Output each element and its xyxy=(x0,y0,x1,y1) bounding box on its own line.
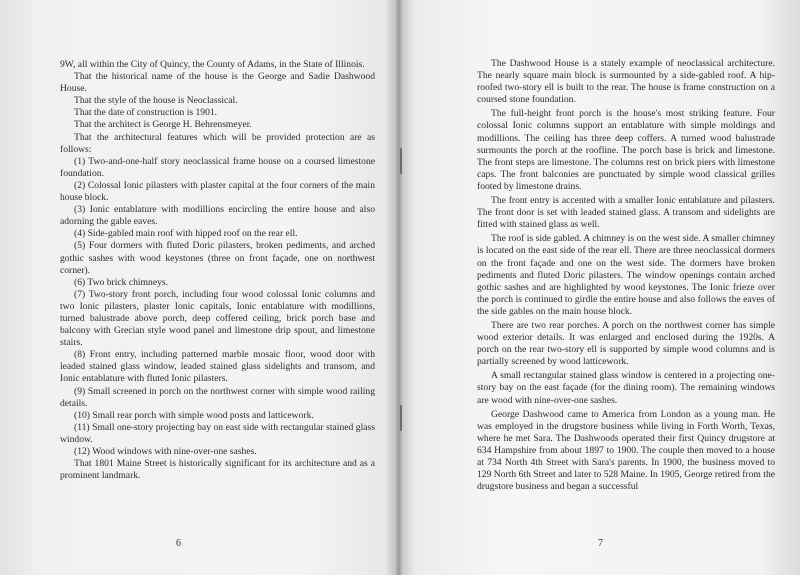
feature-item: (6) Two brick chimneys. xyxy=(74,276,169,288)
feature-item: (11) Small one-story projecting bay on east side with rectangular stained glass window. xyxy=(60,421,375,445)
paragraph: That the style of the house is Neoclassical. xyxy=(74,95,238,107)
left-page-text xyxy=(60,59,375,482)
feature-item: (7) Two-story front porch, including four wood colossal Ionic columns and two Ionic pilasters, plaster Ionic capitals, Ionic entablature with modillions, turned balustrade above porch, deep coffered ceiling, brick porch base and balcony with Grecian style wood panel and limestone drip spout, and limestone stairs. xyxy=(60,288,375,349)
paragraph: That 1801 Maine Street is historically significant for its architecture and as a prominent landmark. xyxy=(60,458,375,482)
paragraph: That the historical name of the house is the George and Sadie Dashwood House. xyxy=(60,71,375,95)
paragraph: That the architectural features which will be provided protection are as follows: xyxy=(60,131,375,155)
paragraph: The front entry is accented with a smaller Ionic entablature and pilasters. The front door is set with leaded stained glass. A transom and sidelights are fitted with stained glass as well. xyxy=(477,195,775,231)
feature-item: (3) Ionic entablature with modillions encircling the entire house and also adorning the gable eaves. xyxy=(60,204,375,228)
paragraph: George Dashwood came to America from London as a young man. He was employed in the drugstore business while living in Forth Worth, Texas, where he met Sara. The Dashwoods operated their first Quincy drugstore at 634 Hampshire from about 1897 to 1900. The couple then moved to a house at 734 North 4th Street with Sara's parents. In 1900, the business moved to 129 North 6th Street and later to 528 Maine. In 1905, George retired from the drugstore business and began a successful xyxy=(477,408,775,493)
feature-item: (10) Small rear porch with simple wood posts and latticework. xyxy=(74,409,314,421)
feature-item: (2) Colossal Ionic pilasters with plaster capital at the four corners of the main house block. xyxy=(60,179,375,204)
right-page-text xyxy=(477,58,775,493)
feature-item: (5) Four dormers with fluted Doric pilasters, broken pediments, and arched gothic sashes with wood keystones (three on front façade, one on northwest corner). xyxy=(60,240,375,276)
left-page xyxy=(0,0,396,575)
paragraph: 9W, all within the City of Quincy, the County of Adams, in the State of Illinois. xyxy=(60,59,365,70)
paragraph: The full-height front porch is the house's most striking feature. Four colossal Ionic columns support an entablature with simple moldings and modillions. The ceiling has three deep coffers. A turned wood balustrade surmounts the porch at the roofline. The porch base is brick and limestone. The front steps are limestone. The columns rest on brick piers with limestone caps. The front balconies are punctuated by simple wood classical grilles footed by limestone drains. xyxy=(477,108,775,192)
feature-item: (8) Front entry, including patterned marble mosaic floor, wood door with leaded stained glass window, leaded stained glass sidelights and transom, and Ionic entablature with fluted Ionic pilasters. xyxy=(60,349,375,385)
paragraph: A small rectangular stained glass window is centered in a projecting one-story bay on the east façade (for the dining room). The remaining windows are wood with nine-over-one sashes. xyxy=(477,370,775,406)
paragraph: There are two rear porches. A porch on the northwest corner has simple wood exterior details. It was enlarged and enclosed during the 1920s. A porch on the rear two-story ell is supported by simple wood columns and is partially screened by wood latticework. xyxy=(477,319,775,368)
paragraph: That the date of construction is 1901. xyxy=(74,107,218,119)
feature-item: (12) Wood windows with nine-over-one sashes. xyxy=(74,446,257,457)
feature-item: (4) Side-gabled main roof with hipped roof on the rear ell. xyxy=(74,228,298,240)
page-number: 7 xyxy=(598,538,603,549)
page-number: 6 xyxy=(176,538,181,549)
paragraph: The roof is side gabled. A chimney is on the west side. A smaller chimney is located on the east side of the rear ell. There are three neoclassical dormers on the front façade and one on the west side. The dormers have broken pediments and fluted Doric pilasters. The window openings contain arched gothic sashes and are highlighted by wood keystones. The Ionic frieze over the porch is continued to girdle the entire house and also follows the eaves of the side gables on the main house block. xyxy=(477,233,775,317)
paragraph: The Dashwood House is a stately example of neoclassical architecture. The nearly square main block is surmounted by a side-gabled roof. A hip-roofed two-story ell is built to the rear. The house is frame construction on a coursed stone foundation. xyxy=(477,58,775,106)
feature-item: (9) Small screened in porch on the northwest corner with simple wood railing details. xyxy=(60,385,375,409)
feature-item: (1) Two-and-one-half story neoclassical frame house on a coursed limestone foundation. xyxy=(60,155,375,179)
right-page xyxy=(402,0,800,575)
paragraph: That the architect is George H. Behrensmeyer. xyxy=(74,119,252,131)
